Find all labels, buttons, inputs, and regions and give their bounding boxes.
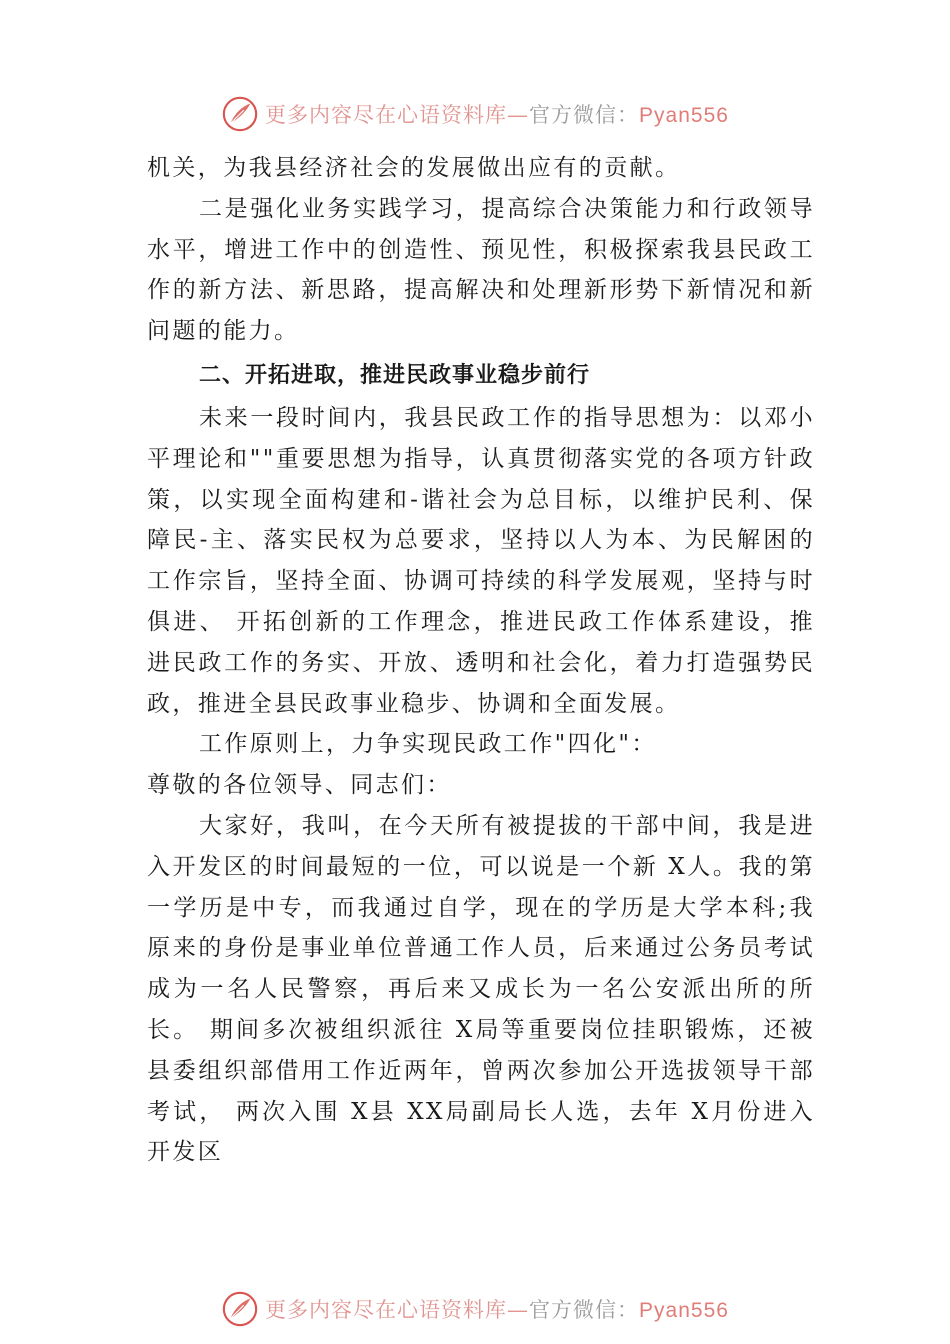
paragraph-study: 二是强化业务实践学习，提高综合决策能力和行政领导水平，增进工作中的创造性、预见性，积极探索我县民政工作的新方法、新思路，提高解决和处理新形势下新情况和新问题的能力。 (147, 195, 815, 345)
watermark-text (265, 1294, 729, 1324)
watermark-wechat-id: Pyan556 (639, 104, 729, 127)
feather-quill-icon (221, 1290, 259, 1328)
paragraph-work-principles: 工作原则上，力争实现民政工作"四化"： (199, 731, 657, 758)
watermark-wechat-id: Pyan556 (639, 1299, 729, 1322)
watermark-brand: 更多内容尽在心语资料库 (265, 1298, 508, 1322)
section-heading: 二、开拓进取，推进民政事业稳步前行 (199, 362, 591, 388)
paragraph-continuation: 机关，为我县经济社会的发展做出应有的贡献。 (147, 155, 681, 181)
paragraph-salutation: 尊敬的各位领导、同志们： (147, 772, 452, 799)
paragraph-self-introduction: 大家好，我叫，在今天所有被提拔的干部中间，我是进入开发区的时间最短的一位，可以说是一个新 X人。我的第一学历是中专，而我通过自学，现在的学历是大学本科;我原来的身份是事业单位普通工作人员，后来通过公务员考试成为一名人民警察，再后来又成长为一名公安派出所的所长。 期间多次被组织派往 X局等重要岗位挂职锻炼，还被县委组织部借用工作近两年，曾两次参加公开选拔领导干部考试， 两次入围 X县 XX局副局长人选，去年 X月份进入开发区 (147, 812, 815, 1166)
document-body (147, 148, 815, 1173)
watermark-wechat-label: 官方微信： (529, 103, 640, 127)
feather-quill-icon (221, 95, 259, 133)
watermark-text (265, 99, 729, 129)
footer-watermark (0, 1289, 950, 1329)
watermark-brand: 更多内容尽在心语资料库 (265, 103, 508, 127)
watermark-separator: — (507, 103, 530, 127)
watermark-separator: — (507, 1298, 530, 1322)
watermark-wechat-label: 官方微信： (529, 1298, 640, 1322)
paragraph-guiding-ideology: 未来一段时间内，我县民政工作的指导思想为：以邓小平理论和""重要思想为指导，认真贯彻落实党的各项方针政策，以实现全面构建和-谐社会为总目标，以维护民利、保障民-主、落实民权为总要求，坚持以人为本、为民解困的工作宗旨，坚持全面、协调可持续的科学发展观，坚持与时俱进、 开拓创新的工作理念，推进民政工作体系建设，推进民政工作的务实、开放、透明和社会化，着力打造强势民政，推进全县民政事业稳步、协调和全面发展。 (147, 404, 815, 717)
header-watermark (0, 94, 950, 134)
